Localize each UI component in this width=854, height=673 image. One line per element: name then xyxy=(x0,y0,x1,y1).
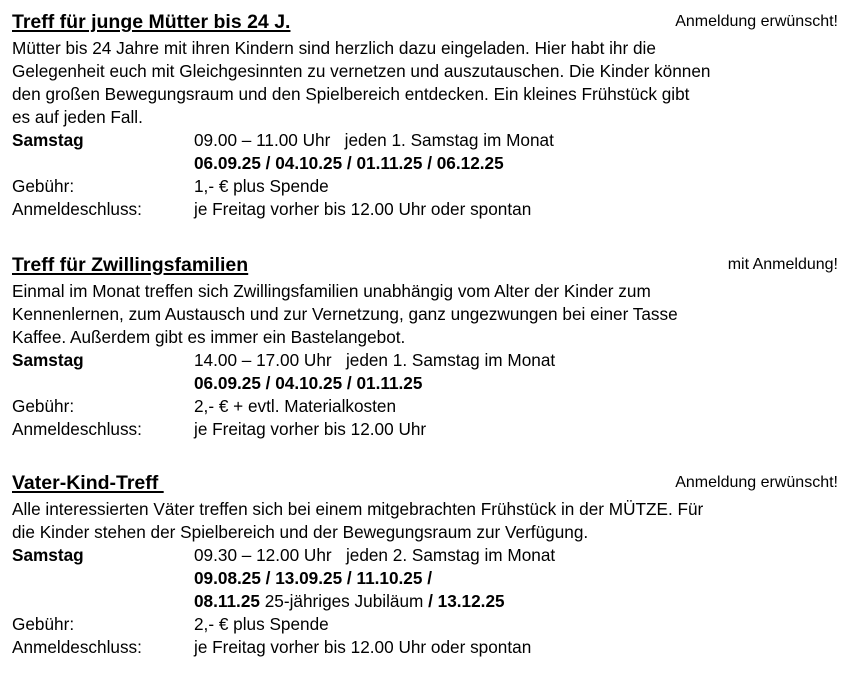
time-range: 09.30 – 12.00 Uhr xyxy=(194,545,332,565)
deadline-row xyxy=(12,418,838,441)
description-line: die Kinder stehen der Spielbereich und der Bewegungsraum zur Verfügung. xyxy=(12,522,589,542)
deadline-row xyxy=(12,198,838,221)
schedule-value xyxy=(194,129,838,152)
dates-row xyxy=(12,152,838,175)
section-father-child xyxy=(12,472,838,659)
fee-value: 1,- € plus Spende xyxy=(194,176,329,196)
frequency: jeden 2. Samstag im Monat xyxy=(345,545,556,565)
schedule-row xyxy=(12,349,838,372)
section-header xyxy=(12,472,838,498)
section-header xyxy=(12,254,838,280)
registration-note: mit Anmeldung! xyxy=(727,256,838,273)
description-line: Gelegenheit euch mit Gleichgesinnten zu vernetzen und auszutauschen. Die Kinder können xyxy=(12,61,711,81)
date: / 13.12.25 xyxy=(428,591,505,611)
fee-row xyxy=(12,613,838,636)
dates-continued xyxy=(194,590,838,613)
dates: 06.09.25 / 04.10.25 / 01.11.25 xyxy=(194,373,423,393)
day-label: Samstag xyxy=(12,350,84,370)
dates: 09.08.25 / 13.09.25 / 11.10.25 / xyxy=(194,568,432,588)
description-line: Kaffee. Außerdem gibt es immer ein Bastelangebot. xyxy=(12,327,406,347)
frequency: jeden 1. Samstag im Monat xyxy=(345,350,556,370)
fee-row xyxy=(12,395,838,418)
section-mothers-meetup xyxy=(12,11,838,221)
dates-row xyxy=(12,590,838,613)
time-range: 14.00 – 17.00 Uhr xyxy=(194,350,332,370)
section-twin-families xyxy=(12,254,838,441)
section-title: Treff für junge Mütter bis 24 J. xyxy=(12,11,291,33)
day-label: Samstag xyxy=(12,130,84,150)
deadline-value: je Freitag vorher bis 12.00 Uhr oder spontan xyxy=(194,637,532,657)
dates-row xyxy=(12,372,838,395)
description-line: Kennenlernen, zum Austausch und zur Vernetzung, ganz ungezwungen bei einer Tasse xyxy=(12,304,678,324)
anniversary-note: 25-jähriges Jubiläum xyxy=(259,591,429,611)
description-line: den großen Bewegungsraum und den Spielbereich entdecken. Ein kleines Frühstück gibt xyxy=(12,84,690,104)
description-line: Mütter bis 24 Jahre mit ihren Kindern sind herzlich dazu eingeladen. Hier habt ihr die xyxy=(12,38,656,58)
deadline-label: Anmeldeschluss: xyxy=(12,637,142,657)
schedule-row xyxy=(12,129,838,152)
schedule-row xyxy=(12,544,838,567)
fee-value: 2,- € + evtl. Materialkosten xyxy=(194,396,397,416)
fee-label: Gebühr: xyxy=(12,614,75,634)
description-line: Einmal im Monat treffen sich Zwillingsfamilien unabhängig vom Alter der Kinder zum xyxy=(12,281,651,301)
frequency: jeden 1. Samstag im Monat xyxy=(344,130,554,150)
section-title: Treff für Zwillingsfamilien xyxy=(12,254,249,276)
fee-value: 2,- € plus Spende xyxy=(194,614,329,634)
fee-row xyxy=(12,175,838,198)
section-description xyxy=(12,498,838,544)
date: 08.11.25 xyxy=(194,591,260,611)
day-label: Samstag xyxy=(12,545,84,565)
section-description xyxy=(12,280,838,349)
deadline-value: je Freitag vorher bis 12.00 Uhr oder spontan xyxy=(194,199,532,219)
schedule-value xyxy=(194,349,838,372)
deadline-label: Anmeldeschluss: xyxy=(12,199,142,219)
registration-note: Anmeldung erwünscht! xyxy=(675,13,838,30)
section-title: Vater-Kind-Treff xyxy=(12,472,164,494)
description-line: es auf jeden Fall. xyxy=(12,107,143,127)
fee-label: Gebühr: xyxy=(12,396,75,416)
schedule-value xyxy=(194,544,838,567)
fee-label: Gebühr: xyxy=(12,176,75,196)
dates-row xyxy=(12,567,838,590)
deadline-value: je Freitag vorher bis 12.00 Uhr xyxy=(194,419,427,439)
deadline-row xyxy=(12,636,838,659)
registration-note: Anmeldung erwünscht! xyxy=(675,474,838,491)
section-header xyxy=(12,11,838,37)
section-description xyxy=(12,37,838,129)
dates: 06.09.25 / 04.10.25 / 01.11.25 / 06.12.25 xyxy=(194,153,504,173)
time-range: 09.00 – 11.00 Uhr xyxy=(194,130,331,150)
description-line: Alle interessierten Väter treffen sich bei einem mitgebrachten Frühstück in der MÜTZE. Für xyxy=(12,499,704,519)
deadline-label: Anmeldeschluss: xyxy=(12,419,142,439)
